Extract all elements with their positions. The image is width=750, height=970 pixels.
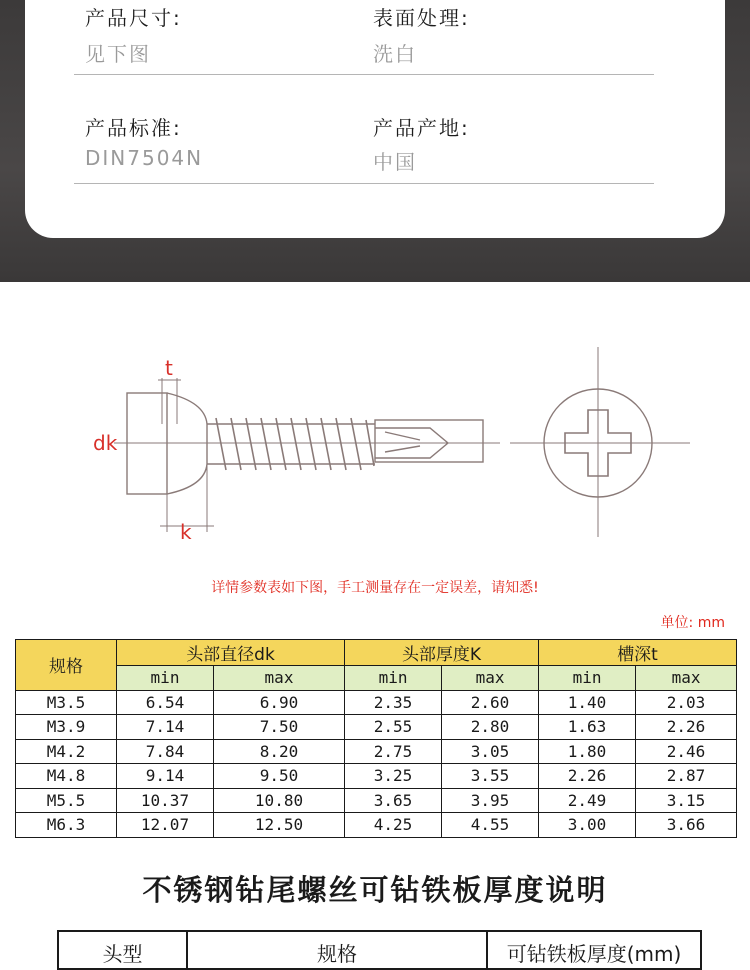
- subheader-max: max: [442, 666, 539, 691]
- dimension-table: [15, 639, 737, 838]
- row-value-cell: 7.50: [214, 715, 345, 740]
- row-value-cell: 3.25: [345, 764, 442, 789]
- row-value-cell: 2.03: [636, 690, 737, 715]
- row-value-cell: 2.80: [442, 715, 539, 740]
- row-value-cell: 9.50: [214, 764, 345, 789]
- row-value-cell: 7.84: [117, 739, 214, 764]
- row-value-cell: 2.87: [636, 764, 737, 789]
- row-value-cell: 6.90: [214, 690, 345, 715]
- header-head-diameter: 头部直径dk: [117, 640, 345, 666]
- row-spec-cell: M6.3: [16, 813, 117, 838]
- subheader-min: min: [539, 666, 636, 691]
- row-value-cell: 3.65: [345, 788, 442, 813]
- row-spec-cell: M5.5: [16, 788, 117, 813]
- row-value-cell: 4.55: [442, 813, 539, 838]
- row-value-cell: 8.20: [214, 739, 345, 764]
- standard-value: DIN7504N: [85, 146, 204, 170]
- origin-value: 中国: [373, 150, 417, 174]
- row-value-cell: 2.35: [345, 690, 442, 715]
- measurement-note: 详情参数表如下图，手工测量存在一定误差，请知悉!: [211, 580, 539, 596]
- row-value-cell: 1.80: [539, 739, 636, 764]
- table-row: [16, 715, 737, 740]
- label-k: k: [180, 520, 192, 544]
- row-value-cell: 2.26: [539, 764, 636, 789]
- drill-header-head-type: 头型: [58, 931, 187, 969]
- table-row: [16, 788, 737, 813]
- row-value-cell: 2.75: [345, 739, 442, 764]
- drill-header-spec: 规格: [187, 931, 487, 969]
- drill-header-thickness: 可钻铁板厚度(mm): [487, 931, 701, 969]
- header-spec: 规格: [16, 640, 117, 691]
- size-value: 见下图: [85, 42, 151, 66]
- unit-label: 单位: mm: [660, 615, 725, 631]
- label-dk: dk: [93, 431, 118, 455]
- row-value-cell: 12.50: [214, 813, 345, 838]
- drill-thickness-table: [57, 930, 702, 970]
- subheader-max: max: [636, 666, 737, 691]
- size-label: 产品尺寸:: [85, 6, 182, 30]
- row-value-cell: 3.00: [539, 813, 636, 838]
- row-value-cell: 9.14: [117, 764, 214, 789]
- subheader-min: min: [117, 666, 214, 691]
- row-value-cell: 2.26: [636, 715, 737, 740]
- row-value-cell: 1.63: [539, 715, 636, 740]
- table-row: [16, 813, 737, 838]
- label-t: t: [165, 356, 173, 380]
- row-value-cell: 6.54: [117, 690, 214, 715]
- row-spec-cell: M4.2: [16, 739, 117, 764]
- row-value-cell: 2.55: [345, 715, 442, 740]
- table-row: [16, 739, 737, 764]
- row-value-cell: 10.80: [214, 788, 345, 813]
- table-row: [16, 764, 737, 789]
- surface-value: 洗白: [373, 42, 417, 66]
- row-value-cell: 3.66: [636, 813, 737, 838]
- drill-flute: [385, 432, 420, 452]
- header-slot-depth: 槽深t: [539, 640, 737, 666]
- header-head-thickness: 头部厚度K: [345, 640, 539, 666]
- row-value-cell: 4.25: [345, 813, 442, 838]
- screw-drawing: [0, 282, 750, 582]
- thread-lines: [216, 418, 374, 470]
- row-value-cell: 7.14: [117, 715, 214, 740]
- row-value-cell: 1.40: [539, 690, 636, 715]
- surface-label: 表面处理:: [373, 6, 470, 30]
- standard-label: 产品标准:: [85, 116, 182, 140]
- row-value-cell: 3.15: [636, 788, 737, 813]
- table-row: [16, 690, 737, 715]
- row-value-cell: 12.07: [117, 813, 214, 838]
- product-info-card: [25, 0, 725, 238]
- subheader-max: max: [214, 666, 345, 691]
- drill-point-box: [375, 420, 483, 462]
- table-body: [16, 690, 737, 837]
- row-value-cell: 2.49: [539, 788, 636, 813]
- row-spec-cell: M4.8: [16, 764, 117, 789]
- row-value-cell: 2.60: [442, 690, 539, 715]
- row-value-cell: 3.05: [442, 739, 539, 764]
- section-title: 不锈钢钻尾螺丝可钻铁板厚度说明: [142, 873, 608, 907]
- row-spec-cell: M3.9: [16, 715, 117, 740]
- divider: [74, 183, 654, 184]
- row-value-cell: 3.55: [442, 764, 539, 789]
- row-value-cell: 10.37: [117, 788, 214, 813]
- row-value-cell: 3.95: [442, 788, 539, 813]
- row-spec-cell: M3.5: [16, 690, 117, 715]
- subheader-min: min: [345, 666, 442, 691]
- origin-label: 产品产地:: [373, 116, 470, 140]
- row-value-cell: 2.46: [636, 739, 737, 764]
- divider: [74, 74, 654, 75]
